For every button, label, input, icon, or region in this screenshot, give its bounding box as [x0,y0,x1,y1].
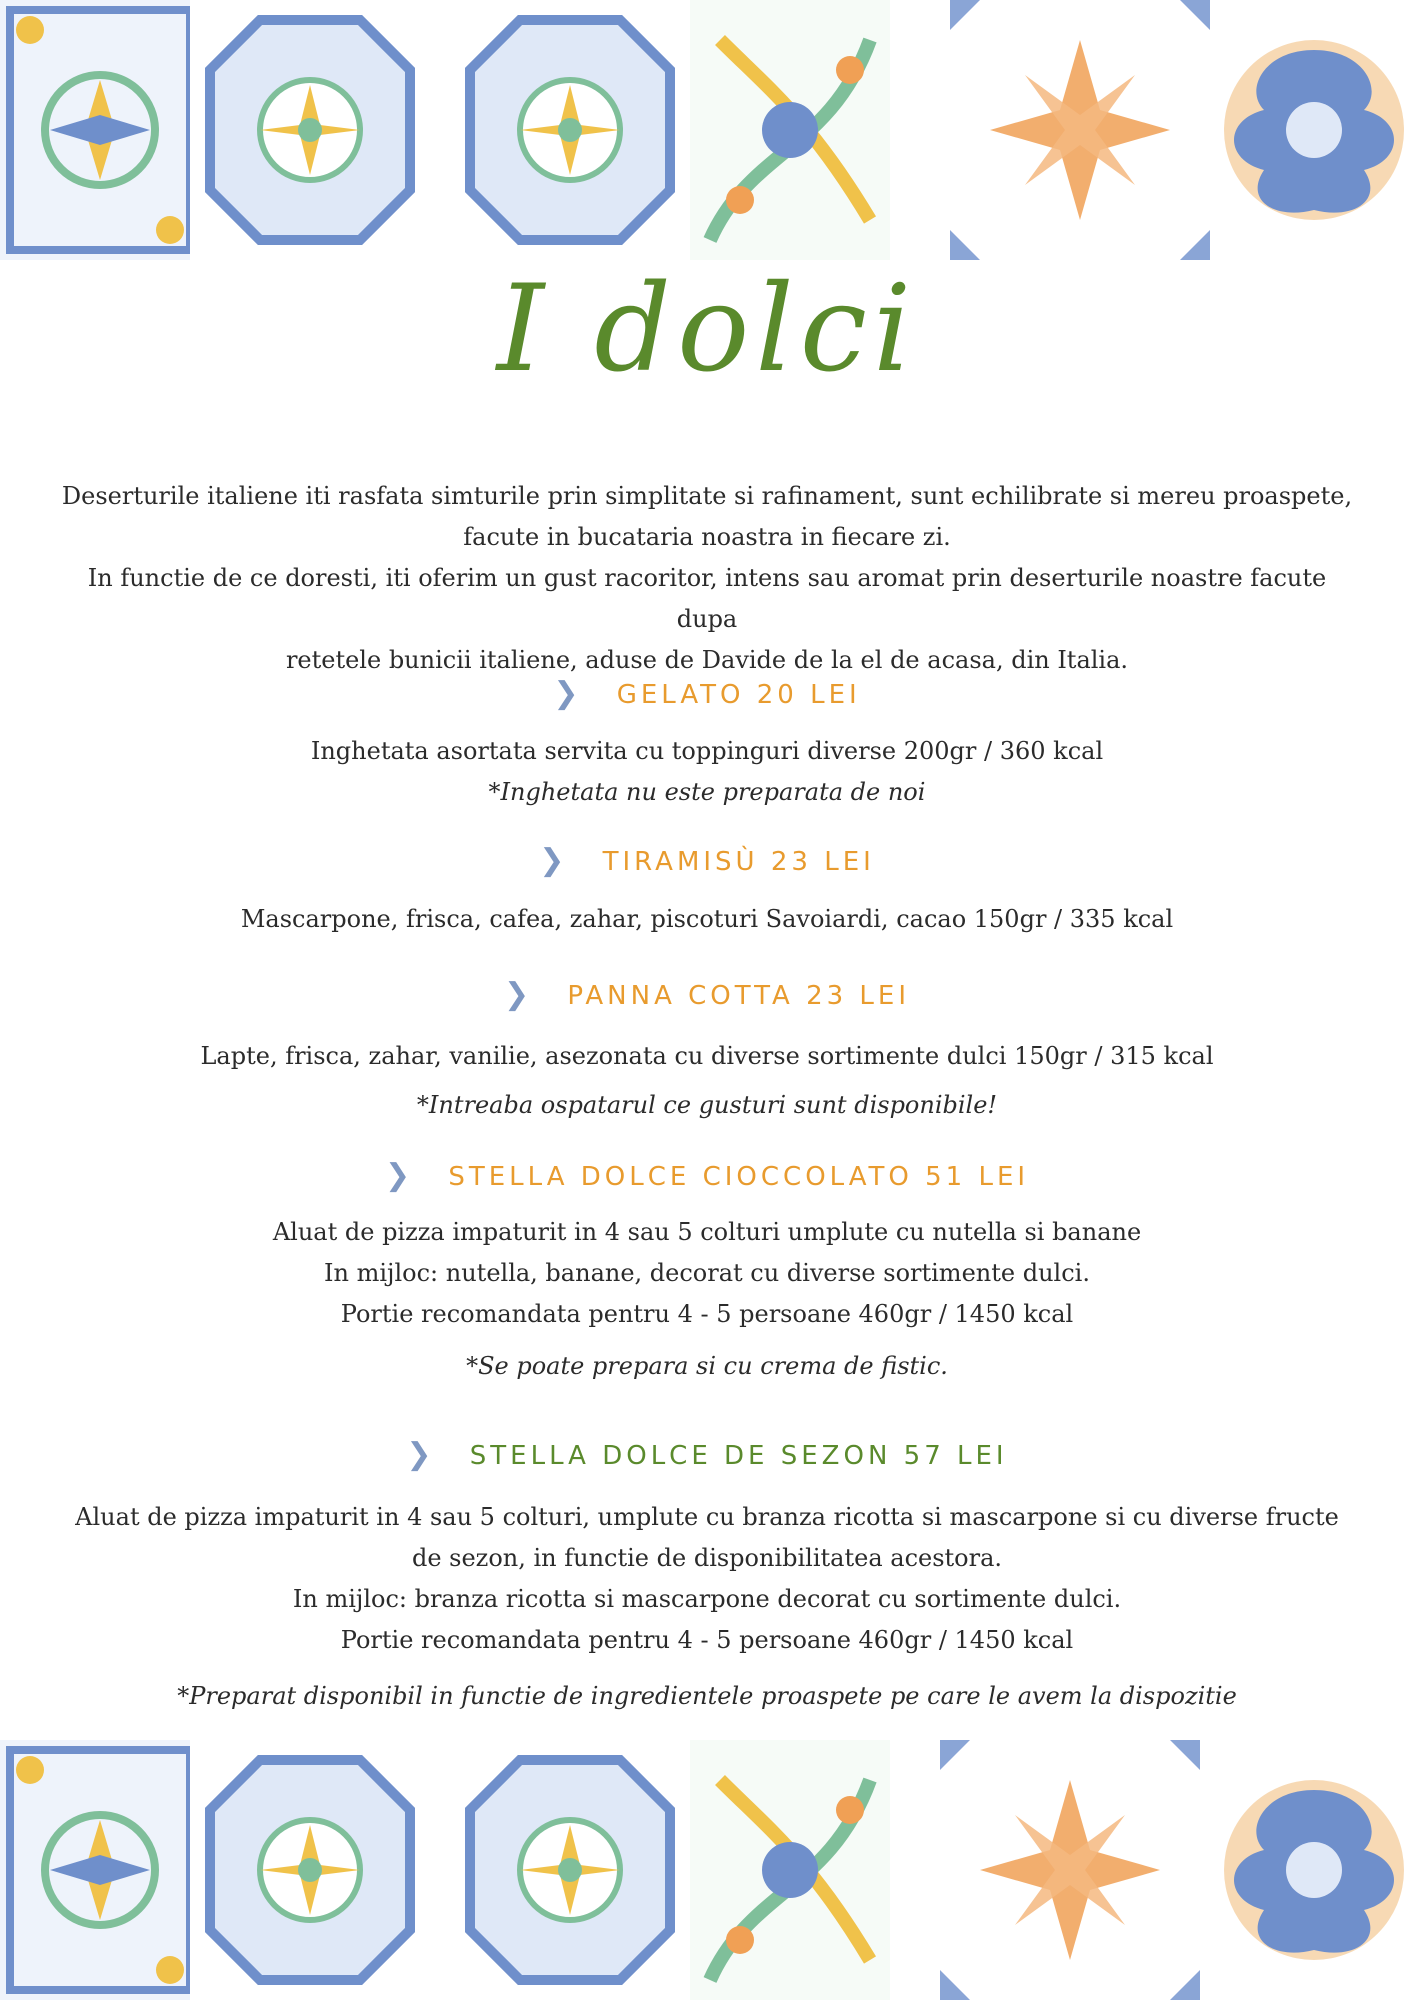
item-name: STELLA DOLCE DE SEZON 57 LEI [469,1441,1008,1471]
item-name: TIRAMISÙ 23 LEI [602,847,875,877]
item-name: STELLA DOLCE CIOCCOLATO 51 LEI [448,1162,1030,1192]
item-description: Lapte, frisca, zahar, vanilie, asezonata cu diverse sortimente dulci 150gr / 315 kcal [200,1042,1214,1070]
description-line: In mijloc: nutella, banane, decorat cu diverse sortimente dulci. [324,1259,1090,1287]
description-line: de sezon, in functie de disponibilitatea acestora. [411,1544,1003,1572]
decorative-tile-border-top [0,0,1414,270]
chevron-right-icon: ❯ [406,1437,436,1472]
description-line: Aluat de pizza impaturit in 4 sau 5 colturi, umplute cu branza ricotta si mascarpone si cu diverse fructe [75,1503,1339,1531]
item-description: Mascarpone, frisca, cafea, zahar, piscoturi Savoiardi, cacao 150gr / 335 kcal [240,905,1174,933]
item-description: Inghetata asortata servita cu toppinguri diverse 200gr / 360 kcal [310,737,1104,765]
description-line: In mijloc: branza ricotta si mascarpone decorat cu sortimente dulci. [292,1585,1122,1613]
item-description [40,1497,1374,1661]
item-note: *Se poate prepara si cu crema de fistic. [466,1352,948,1380]
description-line: Portie recomandata pentru 4 - 5 persoane 460gr / 1450 kcal [340,1626,1074,1654]
chevron-right-icon: ❯ [503,977,534,1012]
tile-pattern [0,1730,1414,2000]
item-note: *Preparat disponibil in functie de ingredientele proaspete pe care le avem la dispozitie [177,1682,1237,1710]
description-line: Aluat de pizza impaturit in 4 sau 5 colturi umplute cu nutella si banane [272,1218,1142,1246]
description-line: Portie recomandata pentru 4 - 5 persoane 460gr / 1450 kcal [340,1300,1074,1328]
intro-line: retetele bunicii italiene, aduse de Davide de la el de acasa, din Italia. [285,646,1129,674]
item-name: GELATO 20 LEI [616,680,861,710]
chevron-right-icon: ❯ [539,843,569,878]
tile-pattern [0,0,1414,270]
page-title: I dolci [496,260,918,399]
menu-item-heading-stella-sezon [0,1437,1414,1472]
item-note: *Intreaba ospatarul ce gusturi sunt disponibile! [416,1091,998,1119]
intro-line: Deserturile italiene iti rasfata simturile prin simplitate si rafinament, sunt echilibrate si mereu proaspete, [61,482,1353,510]
intro-line: facute in bucataria noastra in fiecare zi. [463,523,951,551]
intro-text [60,476,1354,681]
chevron-right-icon: ❯ [384,1158,415,1193]
chevron-right-icon: ❯ [553,676,583,711]
item-name: PANNA COTTA 23 LEI [567,981,911,1011]
menu-item-heading-gelato [0,676,1414,711]
menu-item-heading-stella-cioccolato [0,1158,1414,1193]
menu-item-heading-tiramisu [0,843,1414,878]
item-description [40,1212,1374,1335]
decorative-tile-border-bottom [0,1730,1414,2000]
item-note: *Inghetata nu este preparata de noi [488,778,926,806]
intro-line: In functie de ce doresti, iti oferim un gust racoritor, intens sau aromat prin deserturile noastre facute dupa [87,564,1327,633]
menu-item-heading-panna-cotta [0,977,1414,1012]
